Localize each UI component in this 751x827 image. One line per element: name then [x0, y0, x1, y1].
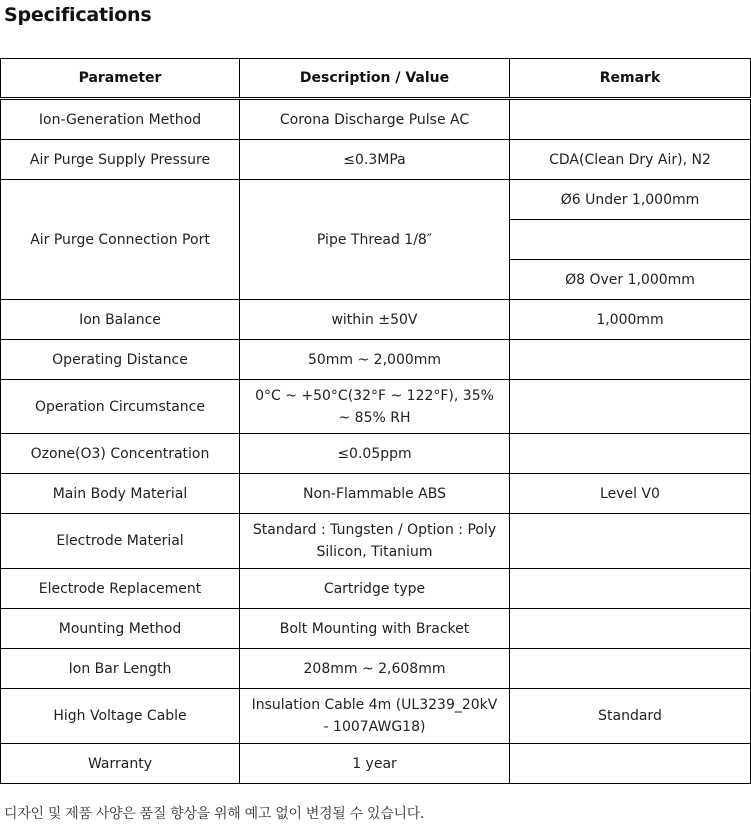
parameter-cell: Electrode Material	[1, 514, 240, 569]
table-row	[1, 649, 751, 689]
table-row	[1, 514, 751, 569]
remark-cell	[510, 380, 751, 434]
table-row	[1, 99, 751, 140]
value-cell: 50mm ~ 2,000mm	[240, 340, 510, 380]
remark-cell	[510, 220, 751, 260]
remark-cell	[510, 340, 751, 380]
parameter-cell: Air Purge Supply Pressure	[1, 140, 240, 180]
remark-cell	[510, 569, 751, 609]
remark-cell	[510, 744, 751, 784]
table-row	[1, 609, 751, 649]
parameter-cell: Operating Distance	[1, 340, 240, 380]
header-description-value: Description / Value	[240, 59, 510, 99]
remark-cell	[510, 514, 751, 569]
parameter-cell: Ion Bar Length	[1, 649, 240, 689]
table-row	[1, 140, 751, 180]
value-cell: ≤0.3MPa	[240, 140, 510, 180]
table-header-row	[1, 59, 751, 99]
remark-cell: Ø6 Under 1,000mm	[510, 180, 751, 220]
table-row	[1, 434, 751, 474]
remark-cell	[510, 649, 751, 689]
parameter-cell: Air Purge Connection Port	[1, 180, 240, 300]
table-row	[1, 689, 751, 744]
value-cell: Bolt Mounting with Bracket	[240, 609, 510, 649]
parameter-cell: Ion Balance	[1, 300, 240, 340]
parameter-cell: High Voltage Cable	[1, 689, 240, 744]
table-row	[1, 569, 751, 609]
value-cell: Pipe Thread 1/8″	[240, 180, 510, 300]
value-cell: 208mm ~ 2,608mm	[240, 649, 510, 689]
parameter-cell: Operation Circumstance	[1, 380, 240, 434]
footnote: 디자인 및 제품 사양은 품질 향상을 위해 예고 없이 변경될 수 있습니다.	[4, 806, 425, 822]
value-cell: 0°C ~ +50°C(32°F ~ 122°F), 35% ~ 85% RH	[240, 380, 510, 434]
parameter-cell: Ion-Generation Method	[1, 99, 240, 140]
value-cell: within ±50V	[240, 300, 510, 340]
remark-cell: Level V0	[510, 474, 751, 514]
remark-cell: CDA(Clean Dry Air), N2	[510, 140, 751, 180]
value-cell: 1 year	[240, 744, 510, 784]
table-row	[1, 744, 751, 784]
remark-cell	[510, 434, 751, 474]
parameter-cell: Ozone(O3) Concentration	[1, 434, 240, 474]
remark-cell	[510, 99, 751, 140]
specifications-table	[0, 58, 751, 784]
remark-cell: Standard	[510, 689, 751, 744]
header-parameter: Parameter	[1, 59, 240, 99]
table-row	[1, 474, 751, 514]
remark-cell	[510, 609, 751, 649]
table-row	[1, 340, 751, 380]
parameter-cell: Warranty	[1, 744, 240, 784]
parameter-cell: Main Body Material	[1, 474, 240, 514]
page-title: Specifications	[4, 4, 152, 26]
parameter-cell: Mounting Method	[1, 609, 240, 649]
parameter-cell: Electrode Replacement	[1, 569, 240, 609]
value-cell: Corona Discharge Pulse AC	[240, 99, 510, 140]
table-row	[1, 180, 751, 220]
header-remark: Remark	[510, 59, 751, 99]
value-cell: ≤0.05ppm	[240, 434, 510, 474]
value-cell: Standard : Tungsten / Option : Poly Silicon, Titanium	[240, 514, 510, 569]
value-cell: Cartridge type	[240, 569, 510, 609]
value-cell: Non-Flammable ABS	[240, 474, 510, 514]
value-cell: Insulation Cable 4m (UL3239_20kV - 1007AWG18)	[240, 689, 510, 744]
remark-cell: 1,000mm	[510, 300, 751, 340]
table-row	[1, 380, 751, 434]
remark-cell: Ø8 Over 1,000mm	[510, 260, 751, 300]
table-row	[1, 300, 751, 340]
